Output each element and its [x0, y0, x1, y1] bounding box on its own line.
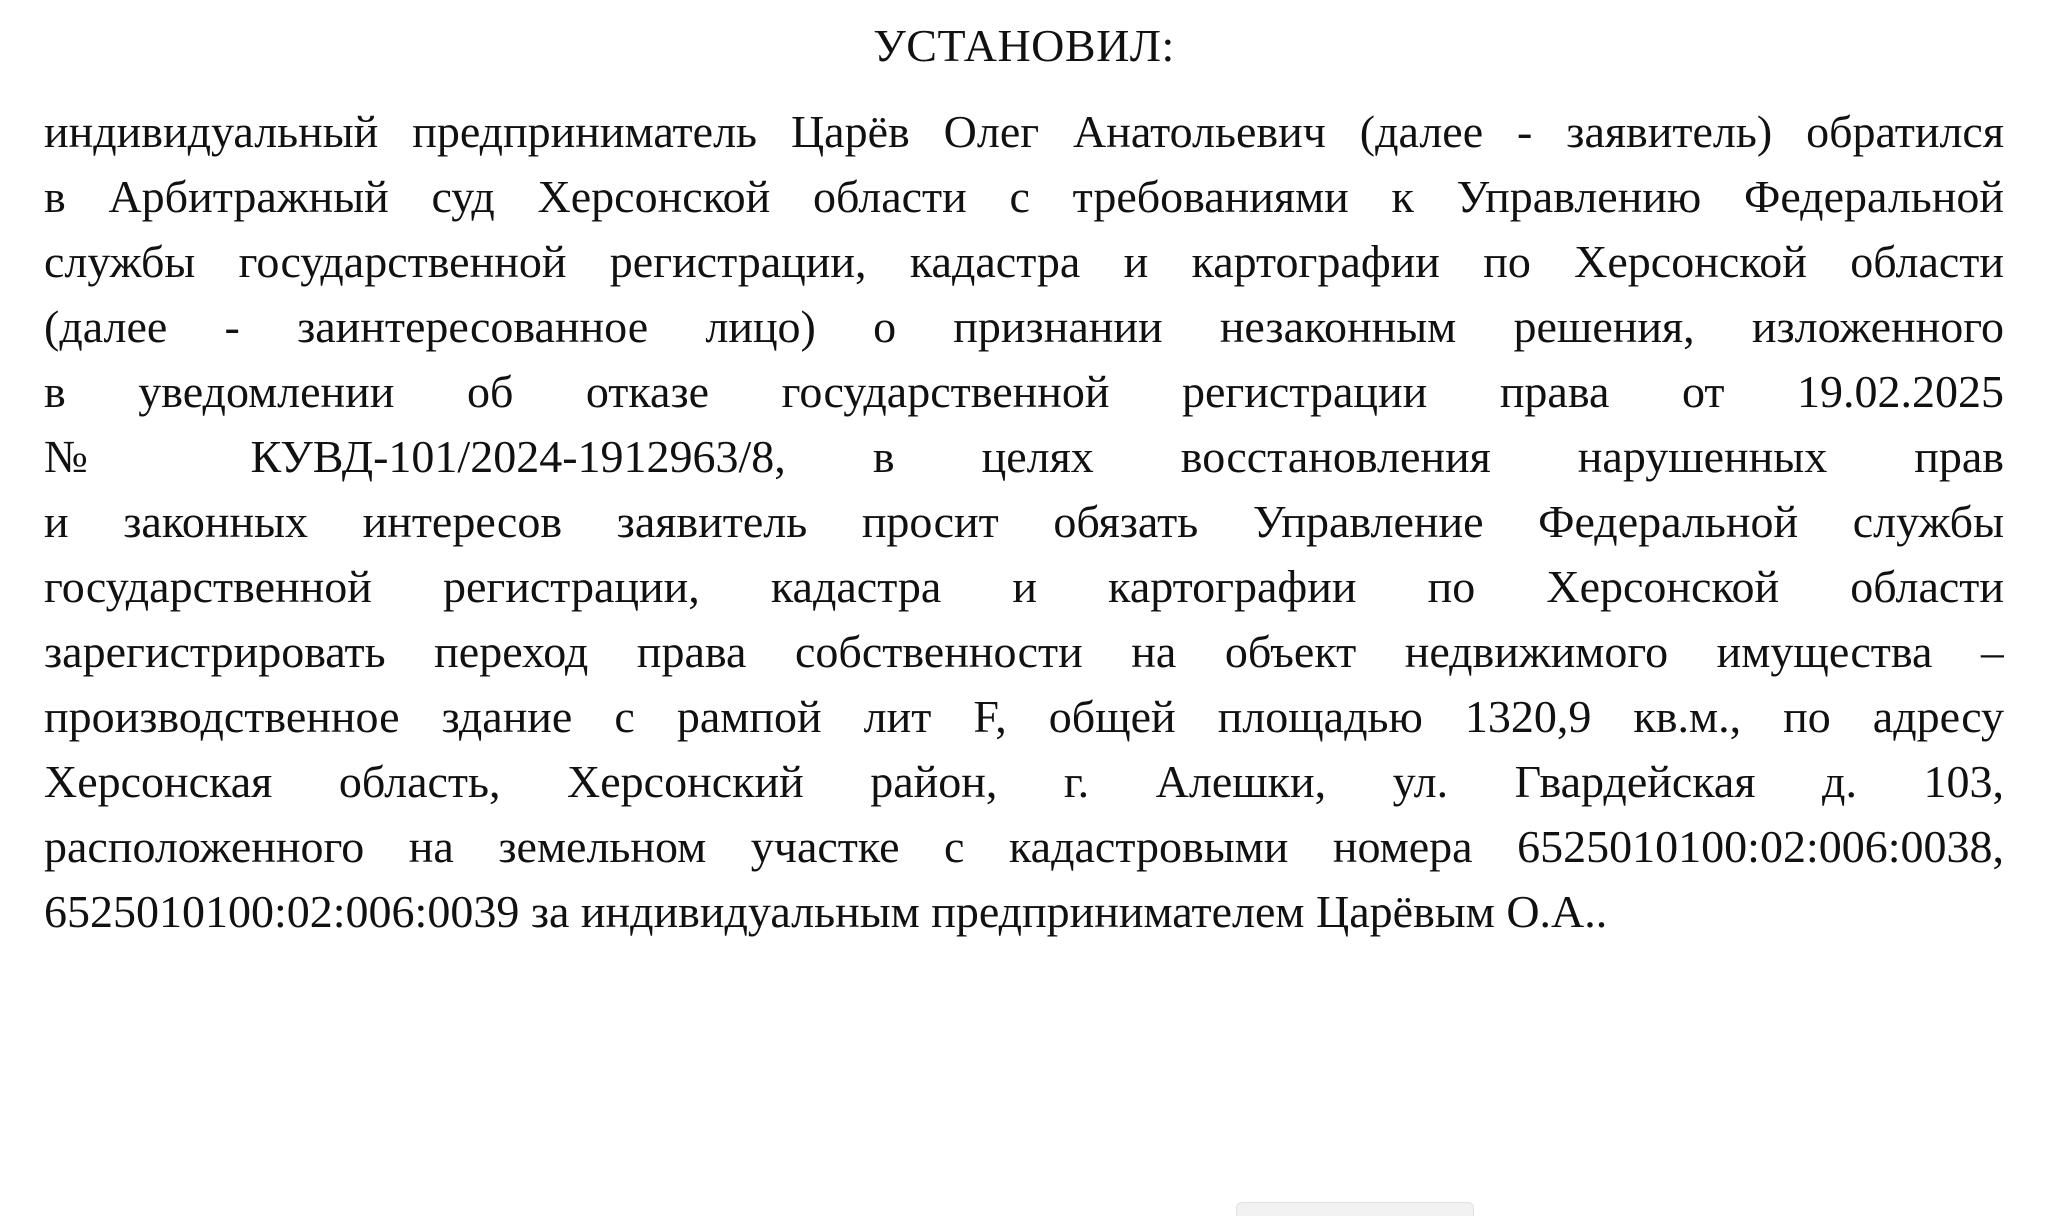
document-heading: УСТАНОВИЛ:	[873, 20, 1175, 71]
paragraph-line: зарегистрировать переход права собственности на объект недвижимого имущества –	[44, 626, 2004, 677]
paragraph-line: индивидуальный предприниматель Царёв Олег Анатольевич (далее - заявитель) обратился	[44, 106, 2004, 157]
paragraph-line: (далее - заинтересованное лицо) о признании незаконным решения, изложенного	[44, 301, 2004, 352]
paragraph-line: Херсонская область, Херсонский район, г. Алешки, ул. Гвардейская д. 103,	[44, 756, 2004, 807]
paragraph-line: в Арбитражный суд Херсонской области с требованиями к Управлению Федеральной	[44, 171, 2004, 222]
paragraph-line: службы государственной регистрации, кадастра и картографии по Херсонской области	[44, 236, 2004, 287]
paragraph-line: и законных интересов заявитель просит обязать Управление Федеральной службы	[44, 496, 2004, 547]
paragraph-line: производственное здание с рампой лит F, общей площадью 1320,9 кв.м., по адресу	[44, 691, 2004, 742]
paragraph-line: государственной регистрации, кадастра и картографии по Херсонской области	[44, 561, 2004, 612]
paragraph-line: № КУВД-101/2024-1912963/8, в целях восстановления нарушенных прав	[44, 431, 2004, 482]
paragraph-line: в уведомлении об отказе государственной регистрации права от 19.02.2025	[44, 366, 2004, 417]
page-bottom-tab	[1236, 1202, 1474, 1216]
paragraph-line: расположенного на земельном участке с кадастровыми номера 6525010100:02:006:0038,	[44, 821, 2004, 872]
paragraph-line-last: 6525010100:02:006:0039 за индивидуальным предпринимателем Царёвым О.А..	[44, 886, 1608, 937]
